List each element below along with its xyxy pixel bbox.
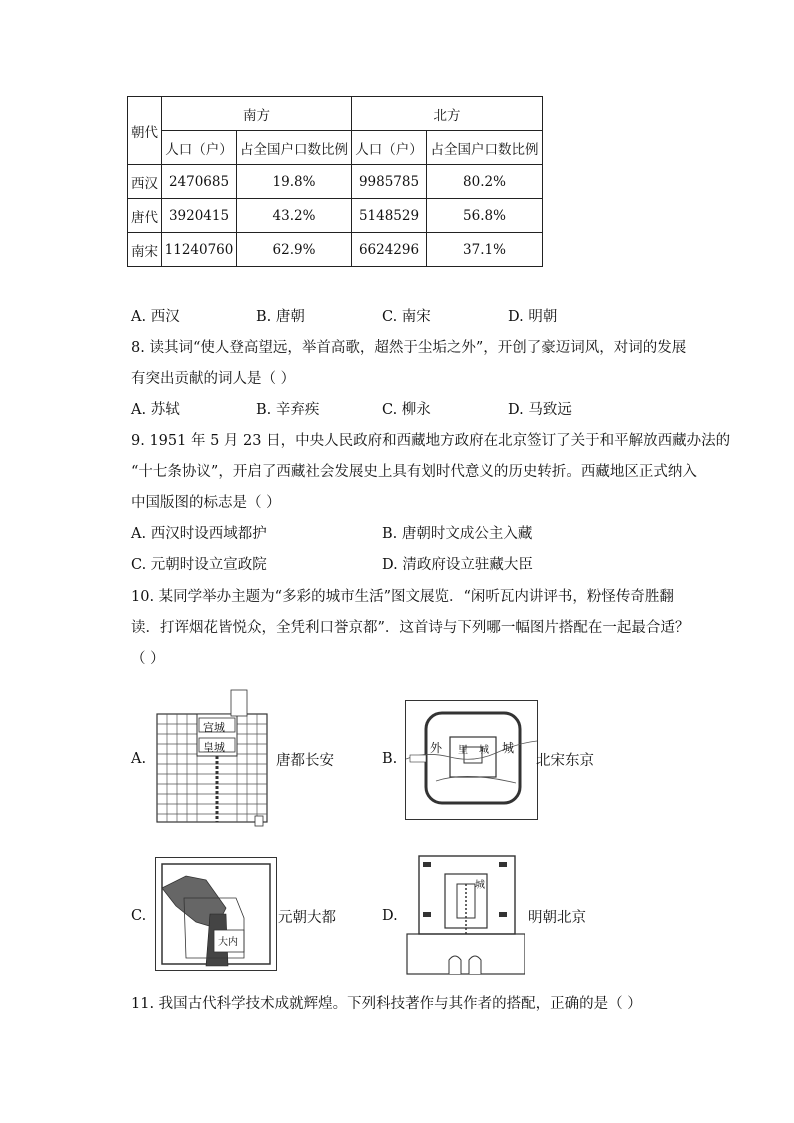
table-cell: 43.2% bbox=[237, 199, 352, 233]
q8-option-a[interactable]: A. 苏轼 bbox=[131, 402, 180, 418]
q10-stem-line3: （ ） bbox=[131, 651, 165, 667]
q8-option-b[interactable]: B. 辛弃疾 bbox=[256, 402, 320, 418]
q7-option-c[interactable]: C. 南宋 bbox=[382, 309, 431, 325]
q10-option-d-caption: 明朝北京 bbox=[528, 910, 586, 926]
changan-map-drawing bbox=[155, 688, 273, 828]
table-cell: 11240760 bbox=[162, 233, 237, 267]
q10-option-c-caption: 元朝大都 bbox=[278, 910, 336, 926]
table-row bbox=[128, 233, 543, 267]
q9-option-a[interactable]: A. 西汉时设西域都护 bbox=[131, 526, 267, 542]
table-cell: 80.2% bbox=[427, 165, 543, 199]
q7-option-b[interactable]: B. 唐朝 bbox=[256, 309, 305, 325]
q9-stem-line3: 中国版图的标志是（ ） bbox=[131, 495, 281, 511]
table-cell: 9985785 bbox=[352, 165, 427, 199]
table-cell: 37.1% bbox=[427, 233, 543, 267]
table-cell: 62.9% bbox=[237, 233, 352, 267]
table-header-north: 北方 bbox=[352, 97, 543, 131]
q10-option-b-caption: 北宋东京 bbox=[536, 753, 594, 769]
population-table bbox=[127, 96, 543, 267]
q8-stem-line1: 8. 读其词“使人登高望远，举首高歌，超然于尘垢之外”，开创了豪迈词风，对词的发展 bbox=[131, 340, 687, 356]
table-cell: 唐代 bbox=[128, 199, 162, 233]
q10-stem-line2: 读．打诨烟花皆悦众，全凭利口誉京都”．这首诗与下列哪一幅图片搭配在一起最合适？ bbox=[131, 620, 690, 636]
dadu-map[interactable] bbox=[155, 857, 277, 971]
table-row bbox=[128, 165, 543, 199]
dongjing-wall-label: 城 bbox=[502, 741, 515, 755]
q10-option-a-letter[interactable]: A. bbox=[131, 751, 147, 767]
table-cell: 56.8% bbox=[427, 199, 543, 233]
q10-option-d-letter[interactable]: D. bbox=[382, 908, 398, 924]
q8-stem-line2: 有突出贡献的词人是（ ） bbox=[131, 371, 296, 387]
q11-stem-line1: 11. 我国古代科学技术成就辉煌。下列科技著作与其作者的搭配，正确的是（ ） bbox=[131, 996, 642, 1012]
table-cell: 19.8% bbox=[237, 165, 352, 199]
q8-option-c[interactable]: C. 柳永 bbox=[382, 402, 431, 418]
table-subheader-south-ratio: 占全国户口数比例 bbox=[237, 131, 352, 165]
ming-beijing-map[interactable] bbox=[405, 852, 525, 976]
q9-option-d[interactable]: D. 清政府设立驻藏大臣 bbox=[382, 557, 533, 573]
q9-option-c[interactable]: C. 元朝时设立宣政院 bbox=[131, 557, 267, 573]
changan-imperial-label: 皇城 bbox=[203, 741, 225, 754]
ming-beijing-city-label: 城 bbox=[475, 880, 485, 891]
dadu-map-drawing bbox=[156, 858, 276, 970]
q10-option-a-caption: 唐都长安 bbox=[276, 753, 334, 769]
changan-map[interactable] bbox=[155, 688, 273, 828]
q8-option-d[interactable]: D. 马致远 bbox=[508, 402, 572, 418]
changan-palace-label: 宫城 bbox=[203, 721, 225, 734]
dongjing-outer-label: 外 bbox=[430, 741, 443, 755]
table-subheader-south-pop: 人口（户） bbox=[162, 131, 237, 165]
table-subheader-north-ratio: 占全国户口数比例 bbox=[427, 131, 543, 165]
dongjing-inner-label-1: 里 bbox=[458, 745, 468, 756]
q10-option-c-letter[interactable]: C. bbox=[131, 908, 147, 924]
table-cell: 南宋 bbox=[128, 233, 162, 267]
table-cell: 5148529 bbox=[352, 199, 427, 233]
table-cell: 3920415 bbox=[162, 199, 237, 233]
table-cell: 6624296 bbox=[352, 233, 427, 267]
table-subheader-north-pop: 人口（户） bbox=[352, 131, 427, 165]
q9-stem-line1: 9. 1951 年 5 月 23 日，中央人民政府和西藏地方政府在北京签订了关于和平解放西藏办法的 bbox=[131, 433, 731, 449]
q10-option-b-letter[interactable]: B. bbox=[382, 751, 398, 767]
q10-stem-line1: 10. 某同学举办主题为“多彩的城市生活”图文展览．“闲听瓦内讲评书，粉怪传奇胜翻 bbox=[131, 589, 674, 605]
dongjing-map-drawing bbox=[406, 701, 537, 819]
ming-beijing-map-drawing bbox=[405, 852, 525, 976]
table-row bbox=[128, 199, 543, 233]
q7-option-a[interactable]: A. 西汉 bbox=[131, 309, 180, 325]
q7-option-d[interactable]: D. 明朝 bbox=[508, 309, 558, 325]
table-header-dynasty: 朝代 bbox=[128, 97, 162, 165]
table-header-south: 南方 bbox=[162, 97, 352, 131]
table-cell: 2470685 bbox=[162, 165, 237, 199]
dongjing-inner-label-2: 城 bbox=[479, 745, 489, 756]
table-cell: 西汉 bbox=[128, 165, 162, 199]
dongjing-map[interactable] bbox=[405, 700, 538, 820]
q9-option-b[interactable]: B. 唐朝时文成公主入藏 bbox=[382, 526, 533, 542]
dadu-danei-label: 大内 bbox=[218, 937, 238, 948]
q9-stem-line2: “十七条协议”，开启了西藏社会发展史上具有划时代意义的历史转折。西藏地区正式纳入 bbox=[131, 464, 697, 480]
